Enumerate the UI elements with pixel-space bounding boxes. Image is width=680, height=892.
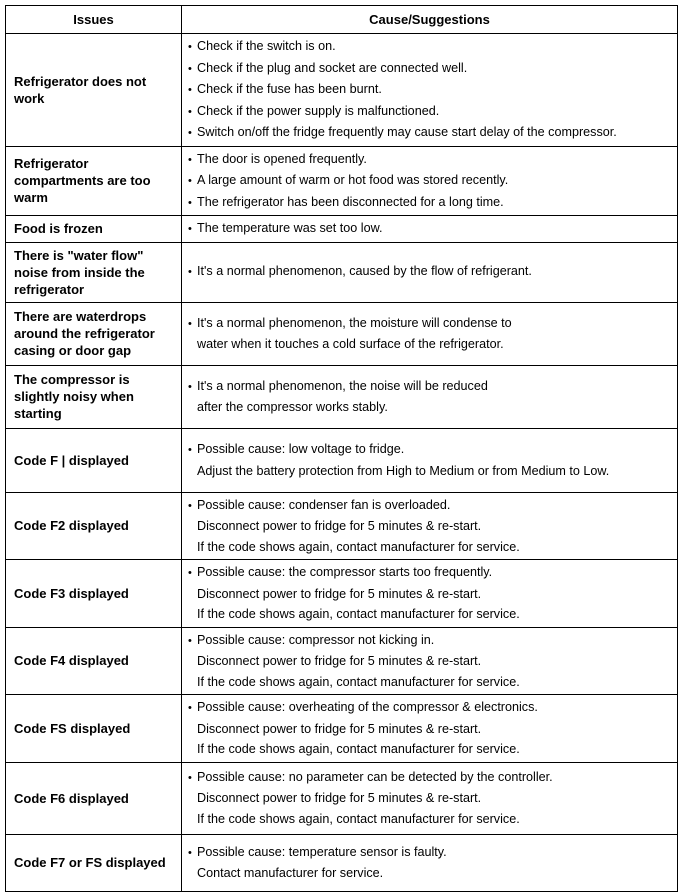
list-item-continuation: after the compressor works stably.	[197, 400, 388, 414]
issue-cell: Code F4 displayed	[6, 627, 182, 695]
cause-cell	[182, 302, 678, 365]
list-item	[188, 630, 677, 652]
issue-cell: Food is frozen	[6, 216, 182, 243]
bullet-icon: •	[188, 127, 192, 139]
list-item-continuation: If the code shows again, contact manufacturer for service.	[197, 811, 520, 826]
cause-cell	[182, 216, 678, 243]
list-item	[188, 101, 677, 123]
bullet-icon: •	[188, 196, 192, 209]
bullet-icon: •	[188, 567, 192, 579]
issue-cell: Code F7 or FS displayed	[6, 834, 182, 891]
cause-cell	[182, 834, 678, 891]
table-row	[6, 560, 678, 628]
list-item-continuation: If the code shows again, contact manufacturer for service.	[197, 742, 520, 756]
bullet-icon: •	[188, 153, 192, 166]
troubleshooting-table	[5, 5, 678, 892]
list-item	[188, 122, 677, 144]
list-item-continuation: If the code shows again, contact manufacturer for service.	[197, 674, 520, 689]
cause-cell	[182, 365, 678, 428]
list-item	[188, 261, 677, 283]
issues-header: Issues	[6, 6, 182, 34]
list-item	[188, 495, 677, 517]
cause-text: It's a normal phenomenon, the moisture will condense to	[197, 315, 512, 330]
cause-text: Possible cause: overheating of the compressor & electronics.	[197, 700, 538, 714]
issue-cell: Code FS displayed	[6, 695, 182, 763]
table-row	[6, 242, 678, 302]
cause-cell	[182, 695, 678, 763]
bullet-icon: •	[188, 41, 192, 53]
cause-text: The temperature was set too low.	[197, 221, 383, 235]
cause-cell	[182, 560, 678, 628]
issue-cell: Code F3 displayed	[6, 560, 182, 628]
issue-cell: Code F2 displayed	[6, 492, 182, 560]
header-row	[6, 6, 678, 34]
list-item	[188, 767, 677, 789]
cause-text: Possible cause: low voltage to fridge.	[197, 442, 405, 456]
list-item	[188, 313, 677, 335]
cause-cell	[182, 492, 678, 560]
bullet-icon: •	[188, 702, 192, 714]
cause-text: Possible cause: temperature sensor is faulty.	[197, 844, 447, 859]
table-row	[6, 428, 678, 492]
cause-text: It's a normal phenomenon, the noise will be reduced	[197, 378, 488, 393]
list-item-continuation: Disconnect power to fridge for 5 minutes & re-start.	[197, 586, 482, 601]
issue-cell: Refrigerator compartments are too warm	[6, 146, 182, 216]
table-row	[6, 34, 678, 147]
issue-cell: There is "water flow" noise from inside the refrigerator	[6, 242, 182, 302]
list-item-continuation: Disconnect power to fridge for 5 minutes & re-start.	[197, 791, 482, 806]
list-item	[188, 439, 677, 461]
table-row	[6, 695, 678, 763]
list-item	[188, 562, 677, 584]
bullet-icon: •	[188, 84, 192, 96]
list-item	[188, 218, 677, 240]
bullet-icon: •	[188, 499, 192, 512]
bullet-icon: •	[188, 444, 192, 456]
list-item	[188, 58, 677, 80]
table-row	[6, 834, 678, 891]
cause-text: Possible cause: compressor not kicking in.	[197, 632, 435, 647]
list-item-continuation: Adjust the battery protection from High to Medium or from Medium to Low.	[197, 463, 610, 478]
cause-text: The door is opened frequently.	[197, 151, 367, 166]
cause-cell	[182, 762, 678, 834]
table-row	[6, 492, 678, 560]
list-item	[188, 79, 677, 101]
cause-cell	[182, 627, 678, 695]
cause-text: Check if the switch is on.	[197, 39, 336, 53]
cause-text: It's a normal phenomenon, caused by the flow of refrigerant.	[197, 264, 532, 279]
issue-cell: There are waterdrops around the refrigerator casing or door gap	[6, 302, 182, 365]
cause-cell	[182, 428, 678, 492]
list-item	[188, 697, 677, 719]
list-item-continuation: If the code shows again, contact manufacturer for service.	[197, 607, 520, 621]
issue-cell: Code F6 displayed	[6, 762, 182, 834]
bullet-icon: •	[188, 62, 192, 75]
bullet-icon: •	[188, 380, 192, 393]
cause-text: Switch on/off the fridge frequently may cause start delay of the compressor.	[197, 125, 617, 139]
table-row	[6, 146, 678, 216]
list-item-continuation: Disconnect power to fridge for 5 minutes & re-start.	[197, 654, 482, 668]
table-row	[6, 365, 678, 428]
bullet-icon: •	[188, 771, 192, 784]
bullet-icon: •	[188, 317, 192, 330]
cause-text: Possible cause: condenser fan is overloaded.	[197, 497, 451, 512]
list-item	[188, 192, 677, 214]
list-item-continuation: If the code shows again, contact manufacturer for service.	[197, 539, 520, 554]
cause-text: A large amount of warm or hot food was stored recently.	[197, 173, 509, 187]
cause-text: The refrigerator has been disconnected for a long time.	[197, 194, 504, 209]
cause-text: Possible cause: the compressor starts too frequently.	[197, 565, 493, 579]
bullet-icon: •	[188, 175, 192, 187]
cause-text: Check if the plug and socket are connected well.	[197, 60, 468, 75]
issue-cell: Refrigerator does not work	[6, 34, 182, 147]
table-row	[6, 216, 678, 243]
cause-text: Check if the power supply is malfunctioned.	[197, 103, 440, 118]
cause-cell	[182, 242, 678, 302]
table-row	[6, 627, 678, 695]
bullet-icon: •	[188, 105, 192, 118]
list-item	[188, 376, 677, 398]
list-item	[188, 170, 677, 192]
causes-header: Cause/Suggestions	[182, 6, 678, 34]
list-item	[188, 842, 677, 864]
list-item-continuation: Contact manufacturer for service.	[197, 866, 384, 880]
bullet-icon: •	[188, 223, 192, 235]
cause-text: Check if the fuse has been burnt.	[197, 82, 382, 96]
bullet-icon: •	[188, 846, 192, 859]
bullet-icon: •	[188, 634, 192, 647]
bullet-icon: •	[188, 266, 192, 279]
list-item-continuation: water when it touches a cold surface of the refrigerator.	[197, 337, 504, 351]
issue-cell: The compressor is slightly noisy when starting	[6, 365, 182, 428]
list-item-continuation: Disconnect power to fridge for 5 minutes & re-start.	[197, 519, 482, 533]
list-item-continuation: Disconnect power to fridge for 5 minutes & re-start.	[197, 721, 482, 736]
table-row	[6, 302, 678, 365]
issue-cell: Code F | displayed	[6, 428, 182, 492]
list-item	[188, 36, 677, 58]
cause-text: Possible cause: no parameter can be detected by the controller.	[197, 769, 553, 784]
list-item	[188, 149, 677, 171]
cause-cell	[182, 34, 678, 147]
table-row	[6, 762, 678, 834]
cause-cell	[182, 146, 678, 216]
